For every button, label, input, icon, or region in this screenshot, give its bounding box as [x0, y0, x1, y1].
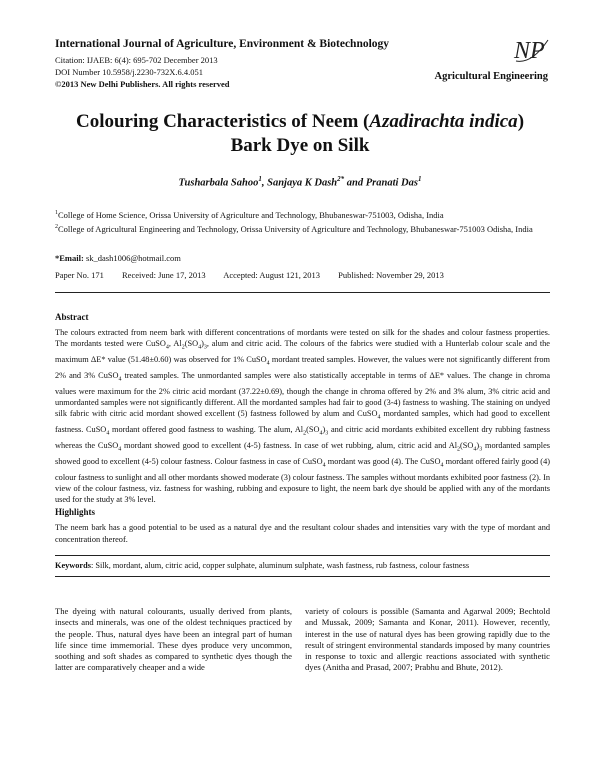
published-date: Published: November 29, 2013 [338, 270, 444, 280]
abstract-text: The colours extracted from neem bark with different concentrations of mordants were tested on silk for the shades and colour fastness properties. The mordants tested were CuSO$_4$, $Al_2(SO_4)_3$, alum and citric acid. The colours of the fabrics were studied with a Hunterlab colour scale and the maximum ΔE* value (51.48±0.60) was observed for 1% CuSO$_4$ mordant treated samples. However, the values were not significantly different from 2% and 3% CuSO$_4$ treated samples. The unmordanted samples were also statistically acceptable in terms of ΔE* values. The change in chroma values were maximum for the 2% citric acid mordant (37.22±0.69), though the change in chroma offered by 2% and 3% alum, 3% citric acid and unmordanted samples were not significantly different. All the mordanted samples had fair to good (3-4) fastness to washing. The staining on undyed silk fabric with citric acid mordant showed excellent (5) fastness followed by alum and CuSO$_4$ mordanted samples, which had good to excellent fastness. CuSO$_4$ mordant offered good fastness to washing. The alum, $Al_2(SO_4)_3$ and citric acid mordants exhibited excellent dry rubbing fastness whereas the CuSO$_4$ mordant showed good to excellent (4-5) fastness. In case of wet rubbing, alum, citric acid and $Al_2(SO_4)_3$ mordanted samples showed good to excellent (4-5) colour fastness. Colour fastness in case of CuSO$_4$ mordant was good (4). The CuSO$_4$ mordant offered fairly good (4) colour fastness to sunlight and all other mordants showed moderate (3) colour fastness. The samples without mordants exhibited poor fastness (2). In view of the colour fastness, viz. fastness for washing, rubbing and exposure to light, the neem bark dye should be applied with any of the mordants used for the study at 3% level. [55, 328, 551, 505]
accepted-date: Accepted: August 121, 2013 [223, 270, 321, 280]
email-label: *Email: [55, 253, 84, 263]
keywords-text: : Silk, mordant, alum, citric acid, copper sulphate, aluminum sulphate, wash fastness, rub fastness, colour fastness [90, 561, 470, 570]
highlights-text: The neem bark has a good potential to be used as a natural dye and the resultant colour shades and intensities vary with the type of mordant and concentration thereof. [55, 523, 550, 544]
publisher-logo-text: NP [514, 38, 545, 64]
paper-title [0, 110, 600, 158]
paper-dates [55, 270, 550, 280]
highlights-heading: Highlights [55, 507, 96, 517]
email-line [55, 253, 181, 263]
divider-top [55, 292, 550, 293]
author-1: Tusharbala Sahoo [178, 177, 259, 189]
copyright-line: ©2013 New Delhi Publishers. All rights reserved [55, 79, 230, 89]
affiliation-2: $^2$College of Agricultural Engineering and Technology, Orissa University of Agriculture and Technology, Bhubaneswar-751003 Odisha, India [55, 223, 533, 234]
author-3: Pranati Das [365, 177, 418, 189]
email-link[interactable]: sk_dash1006@hotmail.com [85, 253, 181, 263]
title-line-1: Colouring Characteristics of Neem (Azadirachta indica) [75, 111, 525, 132]
citation-block [55, 54, 230, 90]
doi-line: DOI Number 10.5958/j.2230-732X.6.4.051 [55, 67, 204, 77]
abstract-heading: Abstract [55, 312, 89, 322]
author-list: Tusharbala Sahoo$^1$, Sanjaya K Dash$^{2*}$ and Pranati Das$^1$ [178, 175, 422, 189]
divider-keywords-bottom [55, 576, 550, 577]
citation-line: Citation: IJAEB: 6(4): 695-702 December 2013 [55, 55, 218, 65]
body-column-left: The dyeing with natural colourants, usually derived from plants, insects and minerals, was one of the oldest techniques practiced by the people. Thus, natural dyes have been an integral part of human life since time immemorial. These dyes produce very uncommon, soothing and soft shades as compared to synthetic dyes though the latter are comparatively cheaper and a wide [55, 606, 292, 673]
received-date: Received: June 17, 2013 [122, 270, 206, 280]
keywords-line [55, 561, 550, 570]
affiliations [55, 207, 550, 235]
keywords-label: Keywords [55, 561, 91, 570]
publisher-logo [512, 34, 552, 64]
section-label: Agricultural Engineering [434, 71, 548, 82]
divider-keywords-top [55, 555, 550, 556]
body-column-right: variety of colours is possible (Samanta and Agarwal 2009; Bechtold and Mussak, 2009; Samanta and Konar, 2011). However, recently, interest in the use of natural dyes has been growing rapidly due to the result of stringent environmental standards imposed by many countries in response to toxic and allergic reactions associated with synthetic dyes (Anitha and Prasad, 2007; Prabhu and Bhute, 2012). [305, 606, 550, 673]
title-line-2: Bark Dye on Silk [230, 135, 370, 156]
author-2: Sanjaya K Dash [267, 177, 338, 189]
journal-title: International Journal of Agriculture, Environment & Biotechnology [55, 38, 390, 50]
title-species: Azadirachta indica [369, 111, 518, 132]
paper-number: Paper No. 171 [55, 270, 104, 280]
affiliation-1: $^1$College of Home Science, Orissa University of Agriculture and Technology, Bhubaneswar-751003, Odisha, India [55, 209, 444, 220]
